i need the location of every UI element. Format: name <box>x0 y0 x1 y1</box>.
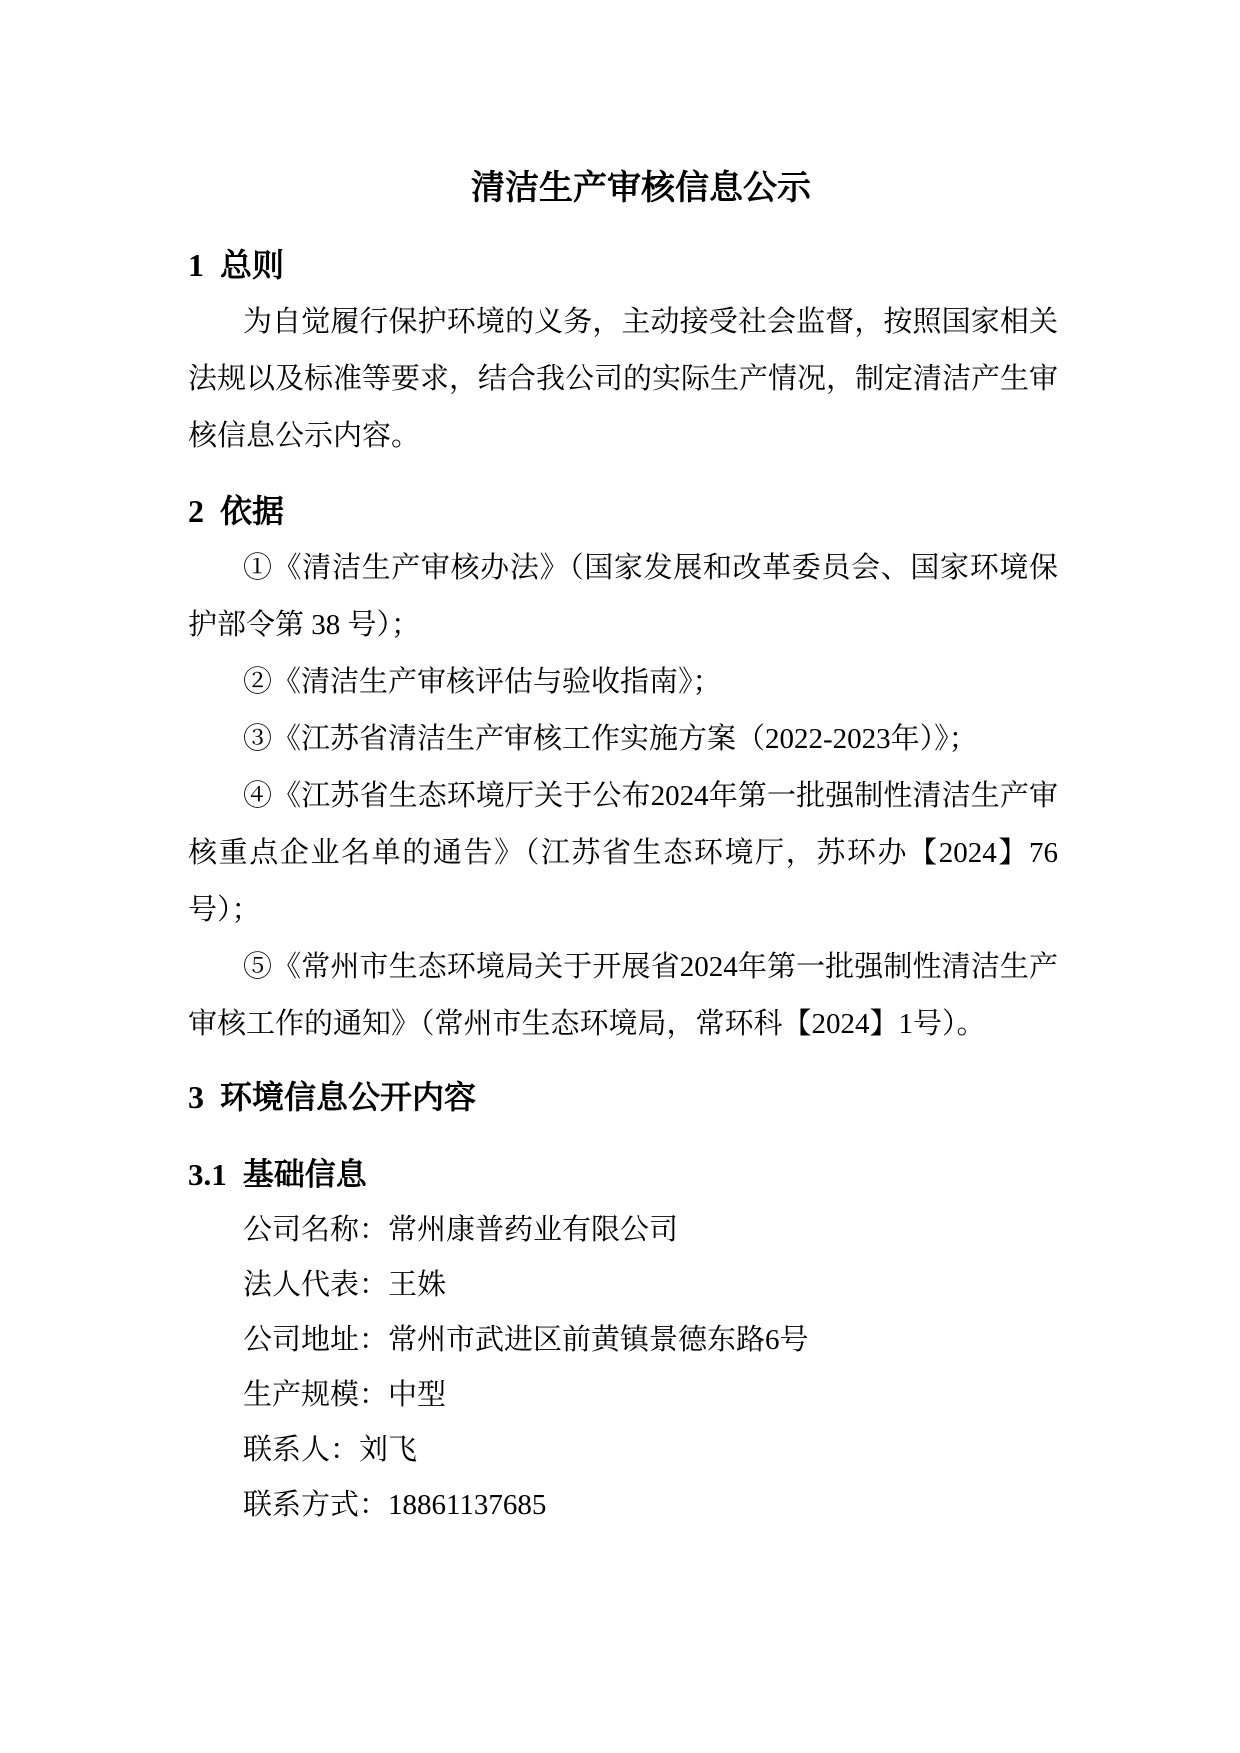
info-line-contact-person: 联系人：刘飞 <box>243 1434 418 1466</box>
basis-item-1: ①《清洁生产审核办法》（国家发展和改革委员会、国家环境保护部令第 38 号）； <box>188 552 1058 641</box>
section-3-1-number: 3.1 <box>188 1157 227 1192</box>
document-title: 清洁生产审核信息公示 <box>471 170 811 207</box>
section-1-title: 总则 <box>220 247 285 283</box>
section-3-number: 3 <box>188 1079 204 1115</box>
info-line-company-name: 公司名称：常州康普药业有限公司 <box>243 1214 679 1246</box>
section-2-number: 2 <box>188 493 204 529</box>
section-2-heading <box>188 483 1058 540</box>
section-1-number: 1 <box>188 247 204 283</box>
section-3-title: 环境信息公开内容 <box>220 1079 477 1115</box>
document-content <box>188 160 1058 1533</box>
basis-item-4: ④《江苏省生态环境厅关于公布2024年第一批强制性清洁生产审核重点企业名单的通告》（江苏省生态环境厅，苏环办【2024】76号）； <box>188 780 1058 926</box>
section-2-title: 依据 <box>220 493 285 529</box>
basis-item-2: ②《清洁生产审核评估与验收指南》； <box>243 666 722 698</box>
info-line-company-address: 公司地址：常州市武进区前黄镇景德东路6号 <box>243 1324 809 1356</box>
basis-item-3: ③《江苏省清洁生产审核工作实施方案（2022-2023年）》； <box>243 723 978 755</box>
section-1-heading <box>188 237 1058 294</box>
basis-item-5: ⑤《常州市生态环境局关于开展省2024年第一批强制性清洁生产审核工作的通知》（常州市生态环境局，常环科【2024】1号）。 <box>188 951 1058 1040</box>
section-3-heading <box>188 1069 1058 1126</box>
info-line-production-scale: 生产规模：中型 <box>243 1379 447 1411</box>
info-line-contact-number: 联系方式：18861137685 <box>243 1489 547 1521</box>
info-line-legal-representative: 法人代表：王姝 <box>243 1269 447 1301</box>
section-1-paragraph: 为自觉履行保护环境的义务，主动接受社会监督，按照国家相关法规以及标准等要求，结合我公司的实际生产情况，制定清洁产生审核信息公示内容。 <box>188 306 1059 452</box>
section-3-1-title: 基础信息 <box>242 1157 367 1192</box>
section-3-1-heading <box>188 1146 1058 1203</box>
